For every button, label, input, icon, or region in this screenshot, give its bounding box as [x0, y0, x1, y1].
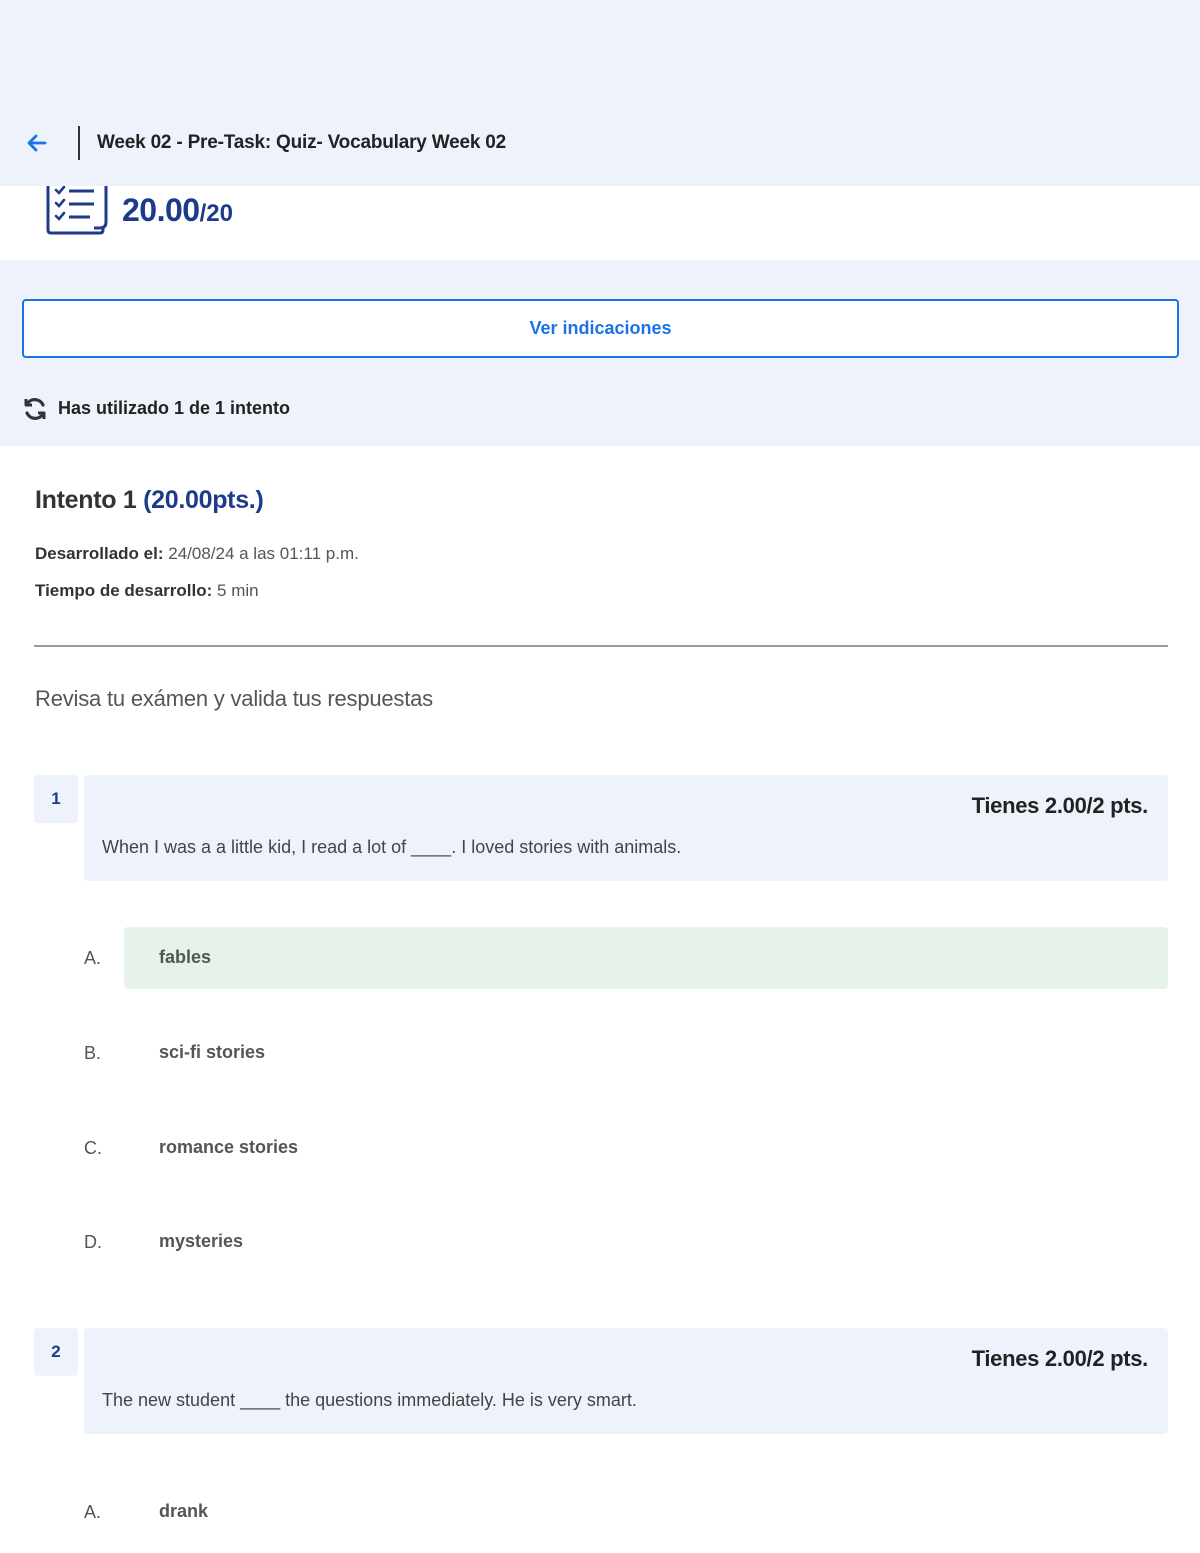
option-text: romance stories	[159, 1137, 299, 1157]
answer-option[interactable]	[124, 1481, 1168, 1543]
review-heading: Revisa tu exámen y valida tus respuestas	[35, 686, 433, 711]
page-title: Week 02 - Pre-Task: Quiz- Vocabulary Week 02	[97, 132, 507, 153]
question-card	[84, 775, 1168, 881]
attempts-text: Has utilizado 1 de 1 intento	[58, 398, 291, 418]
attempt-label: Intento 1	[35, 486, 137, 514]
answer-option[interactable]	[124, 1211, 1168, 1273]
question-text: The new student ____ the questions immediately. He is very smart.	[102, 1390, 637, 1410]
checklist-icon	[44, 186, 112, 236]
option-letter: A.	[84, 948, 102, 968]
question-score: Tienes 2.00/2 pts.	[971, 1346, 1148, 1371]
question-card	[84, 1328, 1168, 1434]
developed-line	[35, 544, 359, 564]
option-letter: A.	[84, 1502, 102, 1522]
question-number-badge: 1	[34, 775, 78, 823]
score-obtained: 20.00	[122, 192, 200, 228]
question-text: When I was a a little kid, I read a lot of ____. I loved stories with animals.	[102, 837, 682, 857]
duration-label: Tiempo de desarrollo:	[35, 581, 213, 600]
option-letter: C.	[84, 1138, 102, 1158]
answer-option[interactable]	[124, 1117, 1168, 1179]
header-divider	[78, 126, 80, 160]
option-text: drank	[159, 1501, 209, 1521]
developed-label: Desarrollado el:	[35, 544, 164, 563]
answer-option-selected[interactable]	[124, 927, 1168, 989]
attempt-title	[35, 486, 263, 515]
back-arrow-icon[interactable]	[24, 130, 50, 156]
option-letter: B.	[84, 1043, 102, 1063]
question-number-badge: 2	[34, 1328, 78, 1376]
question-score: Tienes 2.00/2 pts.	[971, 793, 1148, 818]
refresh-icon	[22, 396, 48, 422]
option-letter: D.	[84, 1232, 102, 1252]
duration-value: 5 min	[217, 581, 259, 600]
option-text: mysteries	[159, 1231, 244, 1251]
top-header	[0, 0, 1200, 186]
score-total: /20	[199, 200, 233, 227]
answer-option[interactable]	[124, 1022, 1168, 1084]
developed-value: 24/08/24 a las 01:11 p.m.	[168, 544, 359, 563]
option-text: fables	[159, 947, 212, 967]
score-display	[122, 192, 233, 229]
duration-line	[35, 581, 259, 601]
attempt-points: (20.00pts.)	[143, 486, 264, 514]
section-divider	[34, 645, 1168, 647]
option-text: sci-fi stories	[159, 1042, 266, 1062]
ver-indicaciones-button[interactable]: Ver indicaciones	[22, 299, 1179, 358]
